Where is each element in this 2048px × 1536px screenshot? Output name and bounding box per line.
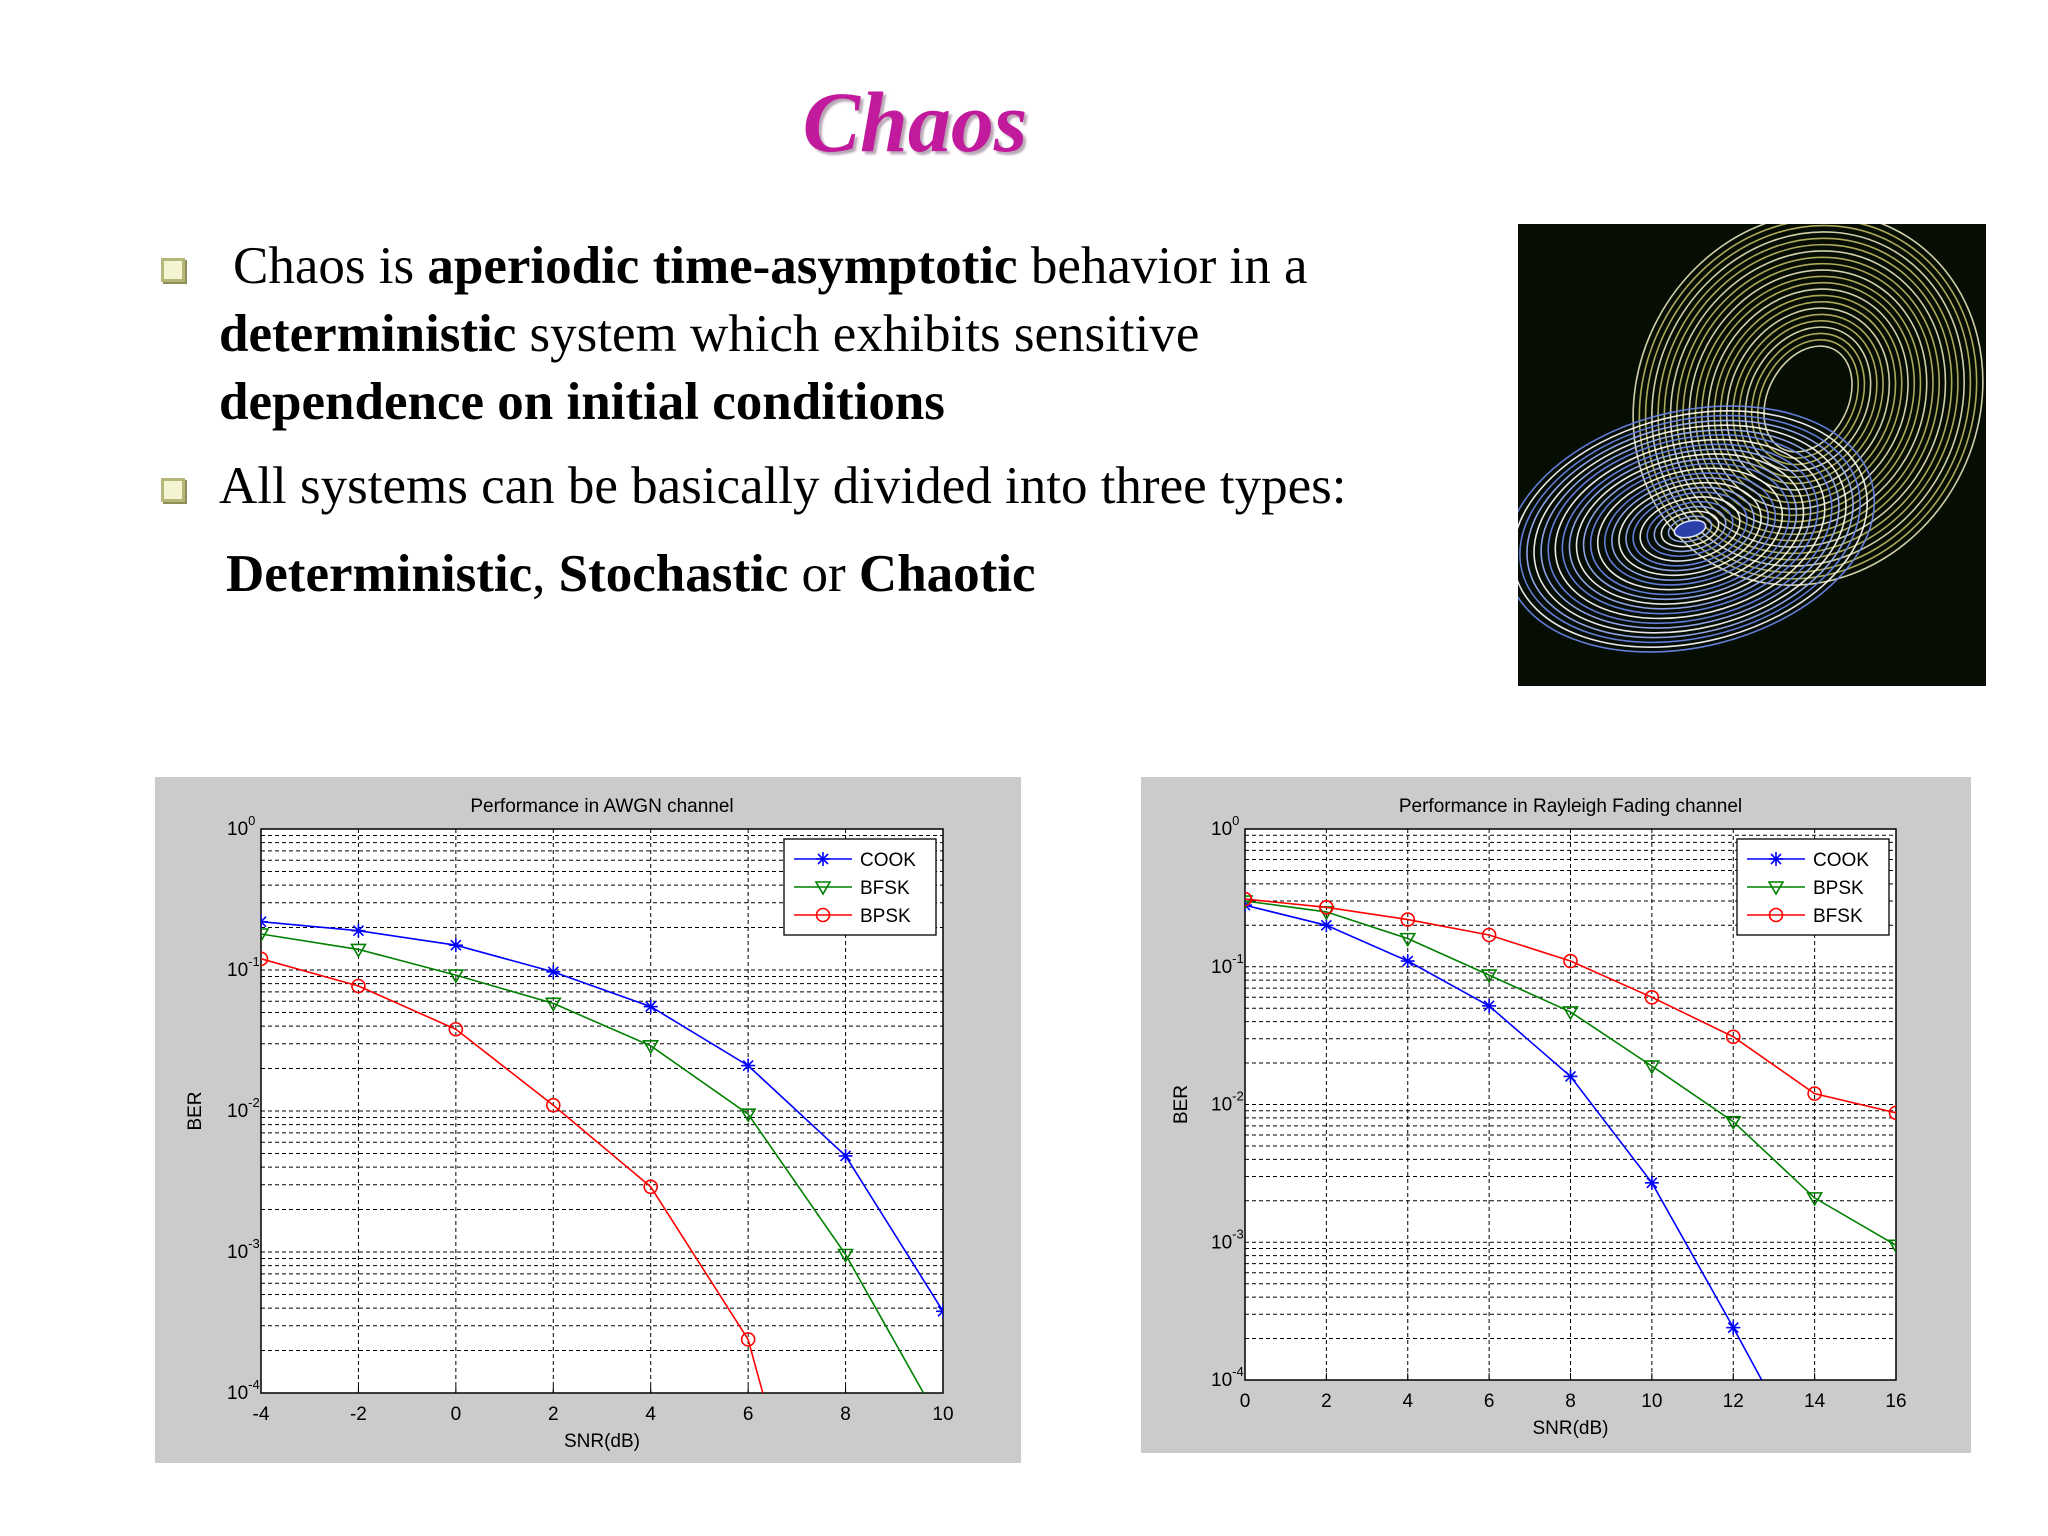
legend: [784, 839, 936, 935]
star-marker: [546, 965, 560, 979]
x-tick-label: -4: [252, 1404, 270, 1425]
legend-label: BPSK: [860, 906, 911, 927]
x-tick-label: 4: [1402, 1391, 1414, 1412]
square-bullet-icon: [161, 478, 185, 502]
x-tick-label: 16: [1885, 1391, 1907, 1412]
star-marker: [254, 915, 268, 929]
x-tick-label: 10: [1641, 1391, 1663, 1412]
types-separator: or: [788, 545, 859, 603]
bold-term: deterministic: [219, 305, 517, 363]
slide-title: Chaos: [802, 74, 1028, 170]
y-tick-label: $10^{-2}$: [1211, 1088, 1244, 1116]
star-marker: [1726, 1321, 1740, 1335]
lorenz-attractor-drawing: [1518, 224, 1986, 686]
star-marker: [839, 1149, 853, 1163]
y-tick-label: $10^{-4}$: [227, 1377, 260, 1404]
star-marker: [1769, 852, 1783, 866]
legend-label: BPSK: [1813, 878, 1864, 899]
x-tick-label: 6: [1483, 1391, 1495, 1412]
awgn-ber-chart: [155, 777, 1021, 1463]
type-stochastic: Stochastic: [558, 545, 789, 603]
x-tick-label: 2: [1321, 1391, 1332, 1412]
x-tick-label: 0: [450, 1404, 462, 1425]
awgn-chart-panel: [155, 777, 1021, 1463]
y-tick-label: $10^{-2}$: [227, 1095, 260, 1122]
legend-label: BFSK: [860, 878, 910, 899]
x-tick-label: 8: [840, 1404, 851, 1425]
types-separator: ,: [532, 545, 559, 603]
star-marker: [1645, 1176, 1659, 1190]
y-tick-label: $10^{-1}$: [1211, 950, 1244, 978]
x-tick-label: 8: [1565, 1391, 1576, 1412]
legend-label: COOK: [860, 850, 916, 871]
bullet-list: [155, 232, 1475, 536]
y-tick-label: $10^0$: [1211, 813, 1240, 840]
system-types: [226, 540, 1036, 608]
rayleigh-ber-chart: [1141, 777, 1971, 1453]
square-bullet-icon: [161, 258, 185, 282]
y-tick-label: $10^{-3}$: [1211, 1226, 1244, 1254]
right-lobe-orbit: [1721, 305, 1895, 493]
legend-label: BFSK: [1813, 906, 1863, 927]
y-tick-label: $10^{-1}$: [227, 954, 260, 981]
chart-title: Performance in Rayleigh Fading channel: [1398, 796, 1743, 817]
legend-label: COOK: [1813, 850, 1869, 871]
x-tick-label: 2: [547, 1404, 559, 1425]
x-axis-label: SNR(dB): [1532, 1418, 1609, 1439]
x-tick-label: 6: [742, 1404, 754, 1425]
rayleigh-chart-panel: [1141, 777, 1971, 1453]
star-marker: [741, 1059, 755, 1073]
x-tick-label: 12: [1722, 1391, 1744, 1412]
type-deterministic: Deterministic: [226, 545, 533, 603]
x-tick-label: 0: [1239, 1391, 1251, 1412]
star-marker: [1564, 1069, 1578, 1083]
bold-term: aperiodic time-asymptotic: [427, 237, 1018, 295]
star-marker: [936, 1304, 950, 1318]
attractor-orbits: [1518, 224, 1986, 686]
x-axis-label: SNR(dB): [563, 1431, 641, 1452]
chart-title: Performance in AWGN channel: [470, 796, 734, 817]
star-marker: [1482, 999, 1496, 1013]
bullet-types: [155, 452, 1475, 520]
y-axis-label: BER: [185, 1091, 206, 1131]
x-tick-label: 4: [645, 1404, 657, 1425]
lorenz-attractor-image: [1518, 224, 1986, 686]
star-marker: [816, 852, 830, 866]
star-marker: [351, 924, 365, 938]
x-tick-label: 10: [932, 1404, 954, 1425]
bullet-text-part: Chaos is: [233, 237, 428, 295]
bullet-text-part: system which exhibits sensitive: [516, 305, 1200, 363]
x-tick-label: 14: [1804, 1391, 1826, 1412]
y-tick-label: $10^{-4}$: [1211, 1364, 1244, 1391]
bullet-text-part: behavior in a: [1017, 237, 1308, 295]
bullet-definition: [155, 232, 1475, 436]
bullet-text: All systems can be basically divided into three types:: [219, 457, 1347, 515]
type-chaotic: Chaotic: [858, 545, 1036, 603]
y-tick-label: $10^{-3}$: [227, 1236, 260, 1263]
x-tick-label: -2: [349, 1404, 367, 1425]
y-axis-label: BER: [1171, 1084, 1192, 1125]
star-marker: [644, 1000, 658, 1014]
star-marker: [449, 938, 463, 952]
y-tick-label: $10^0$: [227, 813, 256, 840]
star-marker: [1401, 954, 1415, 968]
legend: [1737, 839, 1889, 935]
bold-term: dependence on initial conditions: [219, 373, 945, 431]
